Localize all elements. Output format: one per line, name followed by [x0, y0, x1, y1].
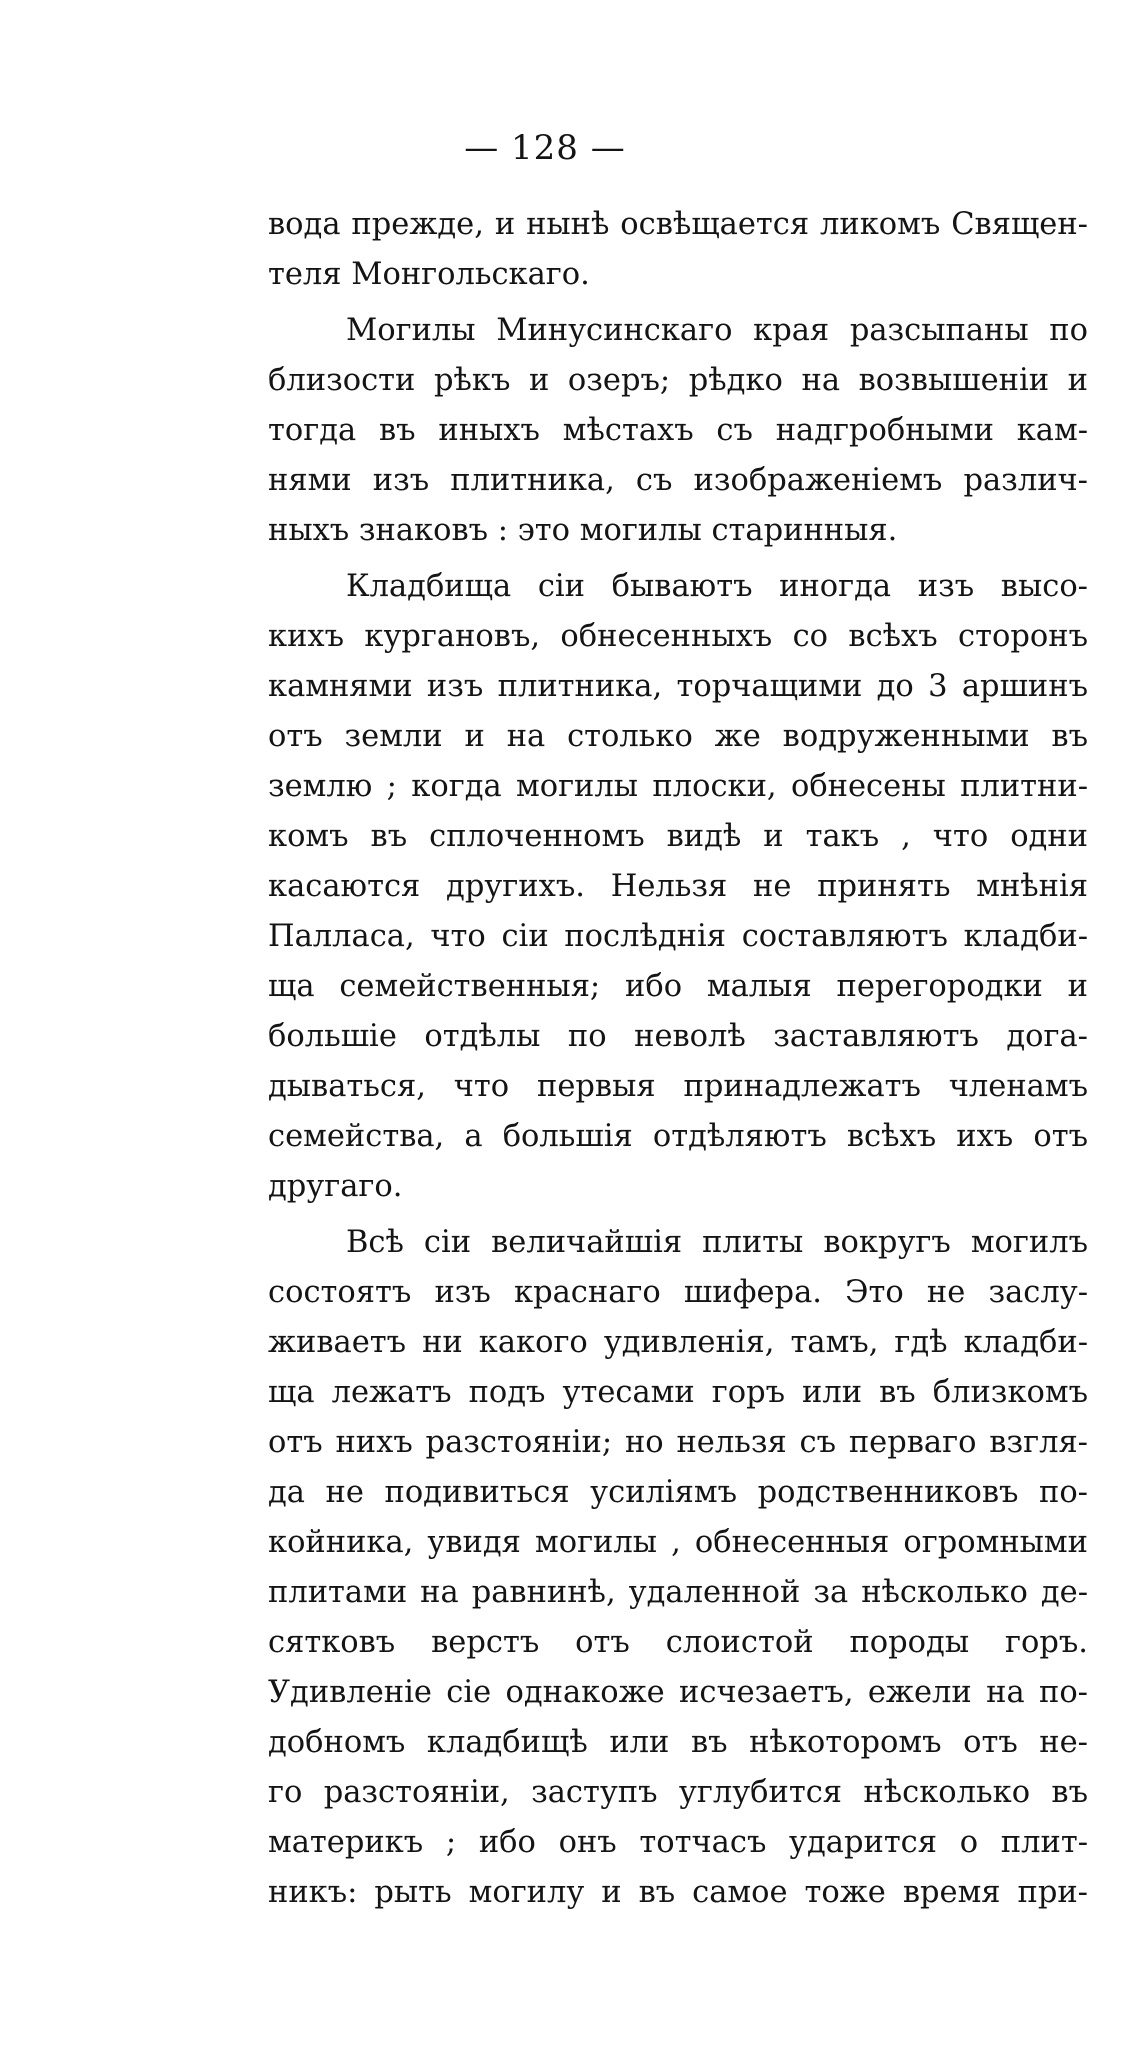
text-line: комъ въ сплоченномъ видѣ и такъ , что одни — [268, 819, 1088, 854]
text-line: состоятъ изъ краснаго шифера. Это не заслу- — [268, 1275, 1088, 1310]
paragraph — [268, 1218, 1088, 1918]
text-line: камнями изъ плитника, торчащими до 3 аршинъ — [268, 669, 1088, 704]
paragraph — [268, 200, 1088, 300]
page-number: — 128 — — [464, 128, 626, 168]
text-line: Палласа, что сіи послѣднія составляютъ кладби- — [268, 919, 1088, 954]
text-line: кихъ кургановъ, обнесенныхъ со всѣхъ сторонъ — [268, 619, 1088, 654]
text-line: близости рѣкъ и озеръ; рѣдко на возвышеніи и — [268, 363, 1088, 398]
text-line: ща лежатъ подъ утесами горъ или въ близкомъ — [268, 1375, 1088, 1410]
page-body-text — [268, 200, 1088, 1918]
text-line: теля Монгольскаго. — [268, 257, 590, 292]
text-line: койника, увидя могилы , обнесенныя огромными — [268, 1525, 1088, 1560]
text-line: Могилы Минусинскаго края разсыпаны по — [346, 313, 1088, 348]
text-line: плитами на равнинѣ, удаленной за нѣсколько де- — [268, 1575, 1088, 1610]
text-line: Кладбища сіи бываютъ иногда изъ высо- — [346, 569, 1088, 604]
text-line: ща семейственныя; ибо малыя перегородки и — [268, 969, 1088, 1004]
text-line: добномъ кладбищѣ или въ нѣкоторомъ отъ не- — [268, 1725, 1088, 1760]
text-line: Удивленіе сіе однакоже исчезаетъ, ежели на по- — [268, 1675, 1088, 1710]
paragraph — [268, 562, 1088, 1212]
text-line: вода прежде, и нынѣ освѣщается ликомъ Священ- — [268, 207, 1088, 242]
text-line: тогда въ иныхъ мѣстахъ съ надгробными кам- — [268, 413, 1088, 448]
text-line: отъ нихъ разстояніи; но нельзя съ перваго взгля- — [268, 1425, 1088, 1460]
text-line: Всѣ сіи величайшія плиты вокругъ могилъ — [346, 1225, 1088, 1260]
text-line: большіе отдѣлы по неволѣ заставляютъ дога- — [268, 1019, 1088, 1054]
text-line: касаются другихъ. Нельзя не принять мнѣнія — [268, 869, 1088, 904]
text-line: да не подивиться усиліямъ родственниковъ по- — [268, 1475, 1088, 1510]
text-line: землю ; когда могилы плоски, обнесены плитни- — [268, 769, 1088, 804]
text-line: никъ: рыть могилу и въ самое тоже время при- — [268, 1875, 1088, 1910]
text-line: отъ земли и на столько же водруженными въ — [268, 719, 1088, 754]
text-line: го разстояніи, заступъ углубится нѣсколько въ — [268, 1775, 1088, 1810]
text-line: ныхъ знаковъ : это могилы старинныя. — [268, 513, 898, 548]
text-line: дываться, что первыя принадлежатъ членамъ — [268, 1069, 1088, 1104]
paragraph — [268, 306, 1088, 556]
text-line: нями изъ плитника, съ изображеніемъ различ- — [268, 463, 1088, 498]
text-line: материкъ ; ибо онъ тотчасъ ударится о плит- — [268, 1825, 1088, 1860]
text-line: другаго. — [268, 1169, 403, 1204]
text-line: семейства, а большія отдѣляютъ всѣхъ ихъ отъ — [268, 1119, 1088, 1154]
text-line: сятковъ верстъ отъ слоистой породы горъ. — [268, 1625, 1088, 1660]
text-line: живаетъ ни какого удивленія, тамъ, гдѣ кладби- — [268, 1325, 1088, 1360]
